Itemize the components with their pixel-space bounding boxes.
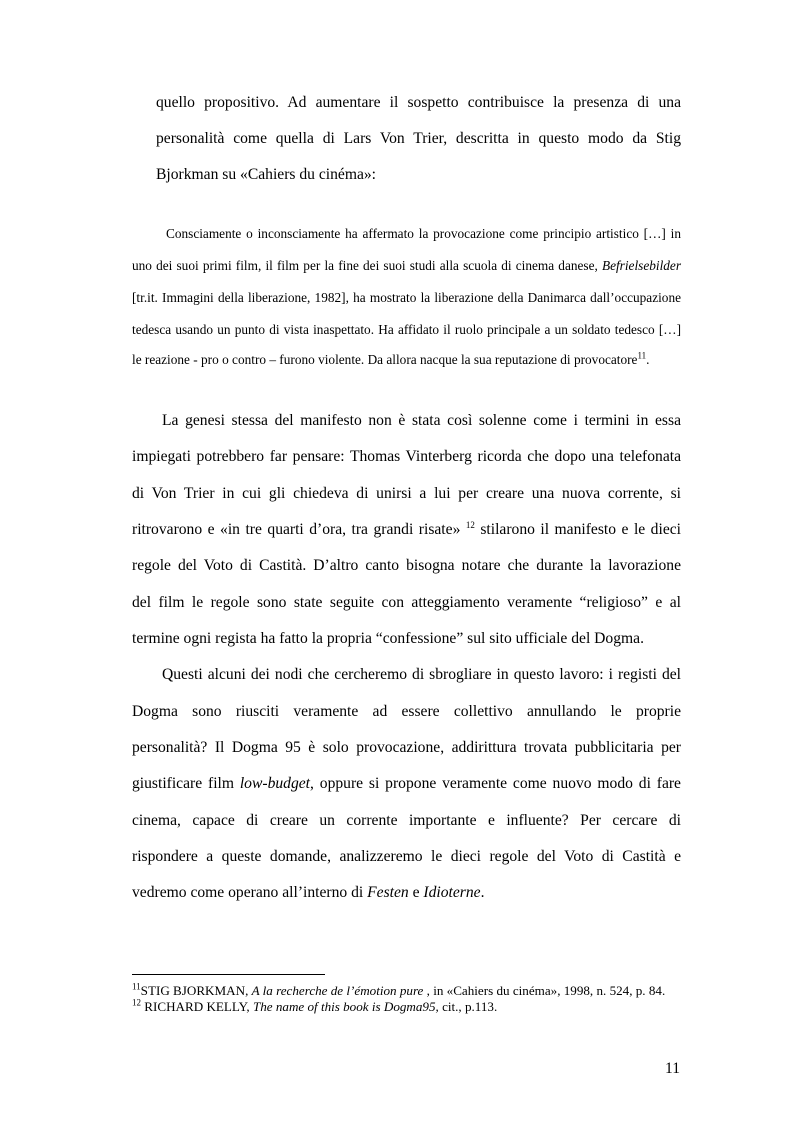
para2-line-4-post: , oppure si propone veramente come nuovo modo di fare bbox=[310, 775, 681, 792]
page-number: 11 bbox=[664, 1060, 680, 1077]
para2-line-5: cinema, capace di creare un corrente importante e influente? Per cercare di bbox=[132, 812, 681, 829]
para1-line-1: La genesi stessa del manifesto non è stata così solenne come i termini in essa bbox=[162, 412, 681, 429]
term-low-budget: low-budget bbox=[239, 775, 311, 792]
para2-line-4-pre: giustificare film bbox=[132, 775, 240, 792]
footnote-12-post: cit., p.113. bbox=[438, 999, 498, 1014]
intro-line-3: Bjorkman su «Cahiers du cinéma»: bbox=[156, 166, 377, 183]
quote-line-5 bbox=[132, 351, 649, 369]
quote-line-5-text: le reazione - pro o contro – furono violente. Da allora nacque la sua reputazione di provocatore bbox=[132, 352, 638, 367]
para1-line-3: di Von Trier in cui gli chiedeva di unirsi a lui per creare una nuova corrente, si bbox=[132, 485, 681, 502]
film-title-idioterne: Idioterne bbox=[423, 884, 481, 901]
para1-line-5: regole del Voto di Castità. D’altro canto bisogna notare che durante la lavorazione bbox=[132, 557, 681, 574]
para2-line-7 bbox=[132, 883, 485, 903]
para1-line-2: impiegati potrebbero far pensare: Thomas Vinterberg ricorda che dopo una telefonata bbox=[132, 448, 681, 465]
para2-line-4 bbox=[132, 774, 681, 794]
footnote-11-pre: STIG BJORKMAN, bbox=[140, 983, 252, 998]
intro-line-1: quello propositivo. Ad aumentare il sospetto contribuisce la presenza di una bbox=[156, 94, 681, 111]
footnote-ref-12: 12 bbox=[465, 519, 475, 530]
para2-line-7-pre: vedremo come operano all’interno di bbox=[132, 884, 368, 901]
para2-line-7-mid: e bbox=[408, 884, 424, 901]
para1-line-4-post: stilarono il manifesto e le dieci bbox=[474, 521, 681, 538]
para2-line-3: personalità? Il Dogma 95 è solo provocazione, addirittura trovata pubblicitaria per bbox=[132, 739, 681, 756]
quote-line-4: tedesca usando un punto di vista inaspettato. Ha affidato il ruolo principale a un soldato tedesco […] bbox=[132, 322, 681, 337]
quote-line-1: Consciamente o inconsciamente ha affermato la provocazione come principio artistico […] in bbox=[166, 226, 681, 241]
quote-line-2 bbox=[132, 257, 681, 275]
film-title-befrielsebilder: Befrielsebilder bbox=[601, 258, 681, 273]
para2-line-7-end: . bbox=[480, 884, 485, 901]
para1-line-4 bbox=[132, 520, 681, 540]
film-title-festen: Festen bbox=[367, 884, 409, 901]
intro-line-2: personalità come quella di Lars Von Trier, descritta in questo modo da Stig bbox=[156, 130, 681, 147]
footnote-12 bbox=[132, 999, 497, 1015]
para1-line-6: del film le regole sono state seguite con atteggiamento veramente “religioso” e al bbox=[132, 594, 681, 611]
footnote-11-post: , in «Cahiers du cinéma», 1998, n. 524, p. 84. bbox=[423, 983, 666, 998]
footnote-11-number: 11 bbox=[132, 981, 141, 992]
footnote-12-pre: RICHARD KELLY, bbox=[141, 999, 253, 1014]
para2-line-2: Dogma sono riusciti veramente ad essere collettivo annullando le proprie bbox=[132, 703, 681, 720]
footnote-11 bbox=[132, 983, 665, 999]
footnote-separator bbox=[132, 974, 325, 975]
para1-line-7: termine ogni regista ha fatto la propria “confessione” sul sito ufficiale del Dogma. bbox=[132, 630, 644, 647]
footnote-11-title: A la recherche de l’émotion pure bbox=[251, 983, 424, 998]
para1-line-4-pre: ritrovarono e «in tre quarti d’ora, tra grandi risate» bbox=[132, 521, 466, 538]
para2-line-6: rispondere a queste domande, analizzeremo le dieci regole del Voto di Castità e bbox=[132, 848, 681, 865]
footnote-12-title: The name of this book is Dogma95, bbox=[252, 999, 439, 1014]
footnote-ref-11: 11 bbox=[637, 350, 647, 361]
quote-line-5-end: . bbox=[646, 352, 650, 367]
para2-line-1: Questi alcuni dei nodi che cercheremo di sbrogliare in questo lavoro: i registi del bbox=[162, 666, 681, 683]
quote-line-3: [tr.it. Immagini della liberazione, 1982], ha mostrato la liberazione della Danimarca dall’occupazione bbox=[132, 290, 681, 305]
footnote-12-number: 12 bbox=[132, 997, 141, 1008]
quote-line-2-text: uno dei suoi primi film, il film per la fine dei suoi studi alla scuola di cinema danese, bbox=[132, 258, 602, 273]
